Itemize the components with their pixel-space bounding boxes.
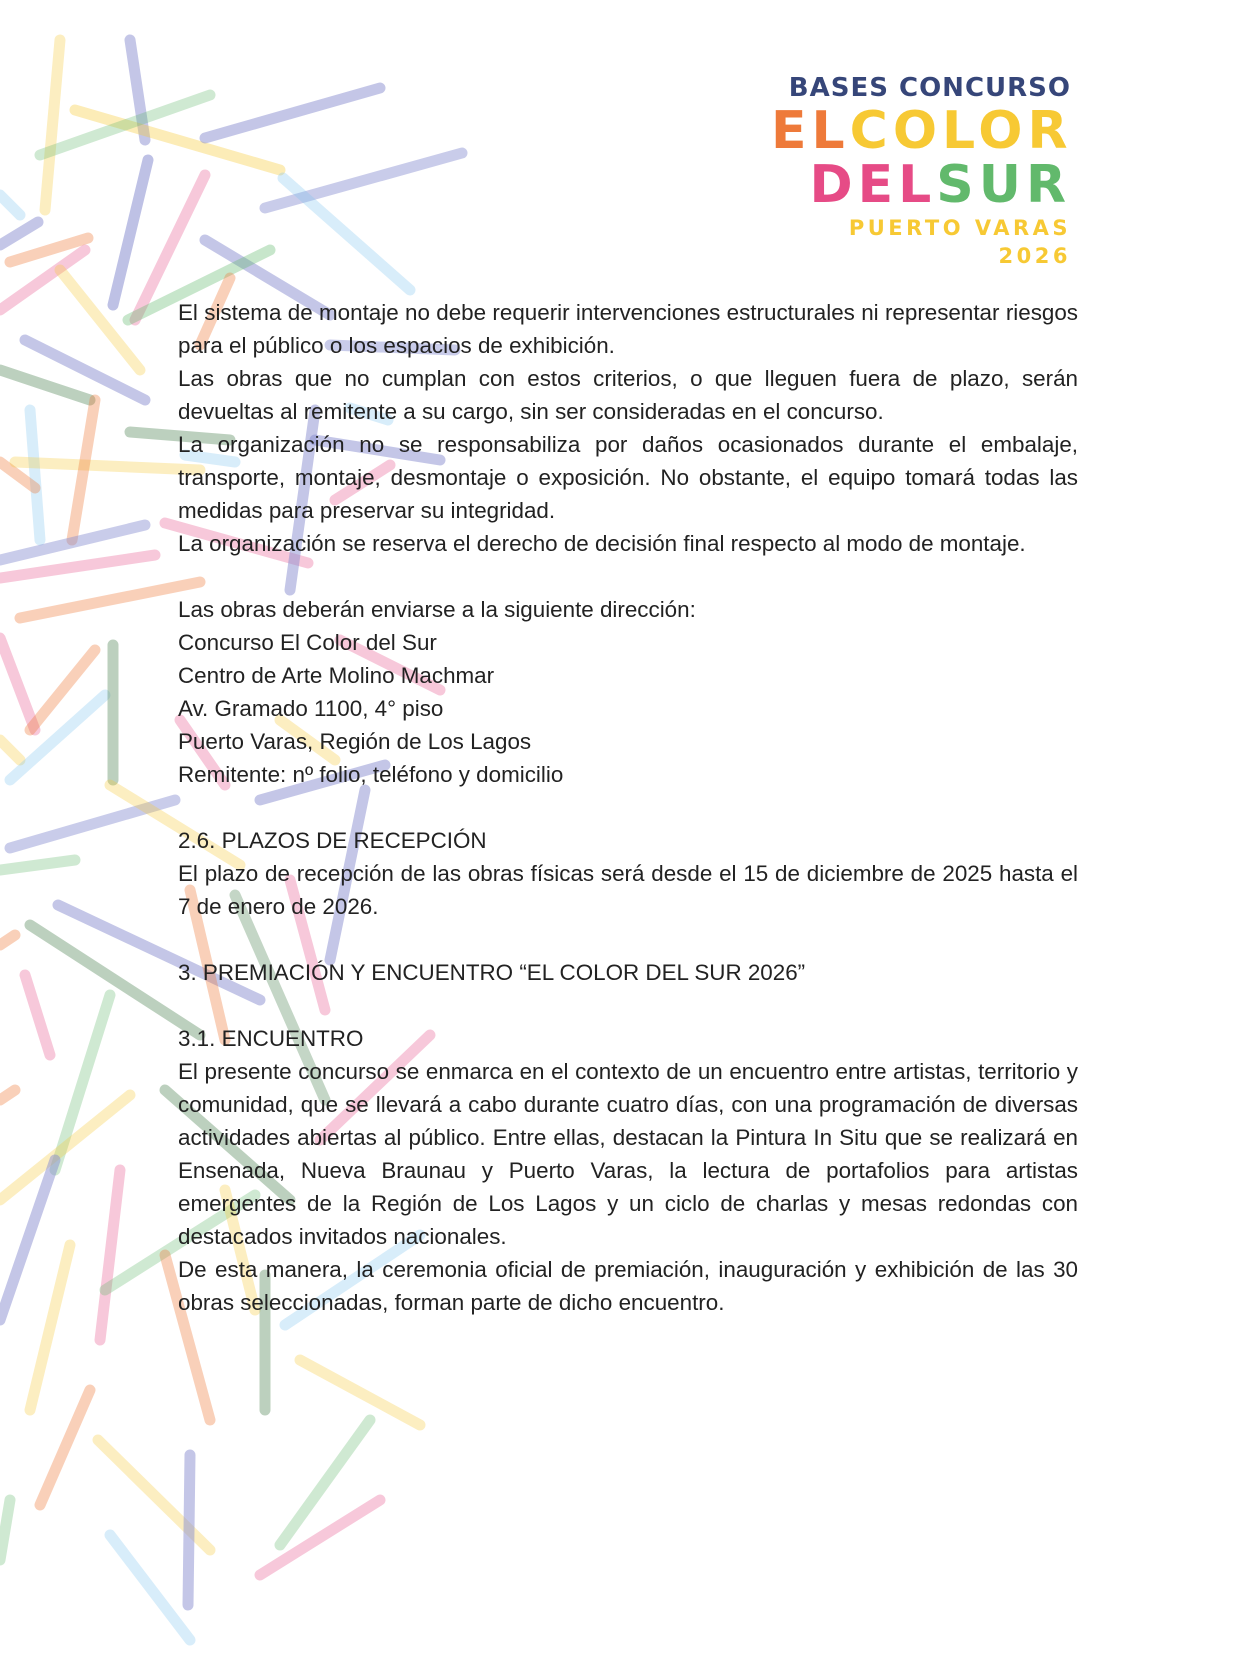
logo-title-line2 [771,155,1071,215]
address-line: Concurso El Color del Sur [178,630,437,655]
address-line: Remitente: nº folio, teléfono y domicilio [178,762,564,787]
logo-word-sur: SUR [936,155,1071,215]
logo-word-color: COLOR [849,101,1073,161]
section-2-6-heading: 2.6. PLAZOS DE RECEPCIÓN [178,828,487,853]
paragraph-criterios: Las obras que no cumplan con estos criterios, o que lleguen fuera de plazo, serán devueltas al remitente a su cargo, sin ser consideradas en el concurso. [178,366,1078,424]
document-body [178,296,1078,1319]
address-line: Av. Gramado 1100, 4° piso [178,696,444,721]
address-line: Puerto Varas, Región de Los Lagos [178,729,532,754]
section-3-1-heading: 3.1. ENCUENTRO [178,1026,364,1051]
logo-title-line1 [771,101,1073,161]
address-intro: Las obras deberán enviarse a la siguiente dirección: [178,597,696,622]
paragraph-responsabilidad: La organización no se responsabiliza por daños ocasionados durante el embalaje, transporte, montaje, desmontaje o exposición. No obstante, el equipo tomará todas las medidas para preservar su integridad. [178,432,1078,523]
section-3-heading: 3. PREMIACIÓN Y ENCUENTRO “EL COLOR DEL SUR 2026” [178,960,806,985]
paragraph-montaje: El sistema de montaje no debe requerir intervenciones estructurales ni representar riesgos para el público o los espacios de exhibición. [178,300,1078,358]
section-3-1-paragraph: El presente concurso se enmarca en el contexto de un encuentro entre artistas, territorio y comunidad, que se llevará a cabo durante cuatro días, con una programación de diversas actividades abiertas al público. Entre ellas, destacan la Pintura In Situ que se realizará en Ensenada, Nueva Braunau y Puerto Varas, la lectura de portafolios para artistas emergentes de la Región de Los Lagos y un ciclo de charlas y mesas redondas con destacados invitados nacionales. [178,1059,1078,1249]
logo-place: PUERTO VARAS 2026 [848,216,1071,268]
logo-word-el: EL [771,101,850,161]
logo-kicker: BASES CONCURSO [788,73,1071,103]
paragraph-decision: La organización se reserva el derecho de decisión final respecto al modo de montaje. [178,531,1026,556]
logo-word-del: DEL [809,155,937,215]
contest-logo [771,72,1071,270]
address-line: Centro de Arte Molino Machmar [178,663,495,688]
section-2-6-text: El plazo de recepción de las obras físicas será desde el 15 de diciembre de 2025 hasta el 7 de enero de 2026. [178,861,1078,919]
section-3-1-paragraph-2: De esta manera, la ceremonia oficial de premiación, inauguración y exhibición de las 30 obras seleccionadas, forman parte de dicho encuentro. [178,1257,1078,1315]
